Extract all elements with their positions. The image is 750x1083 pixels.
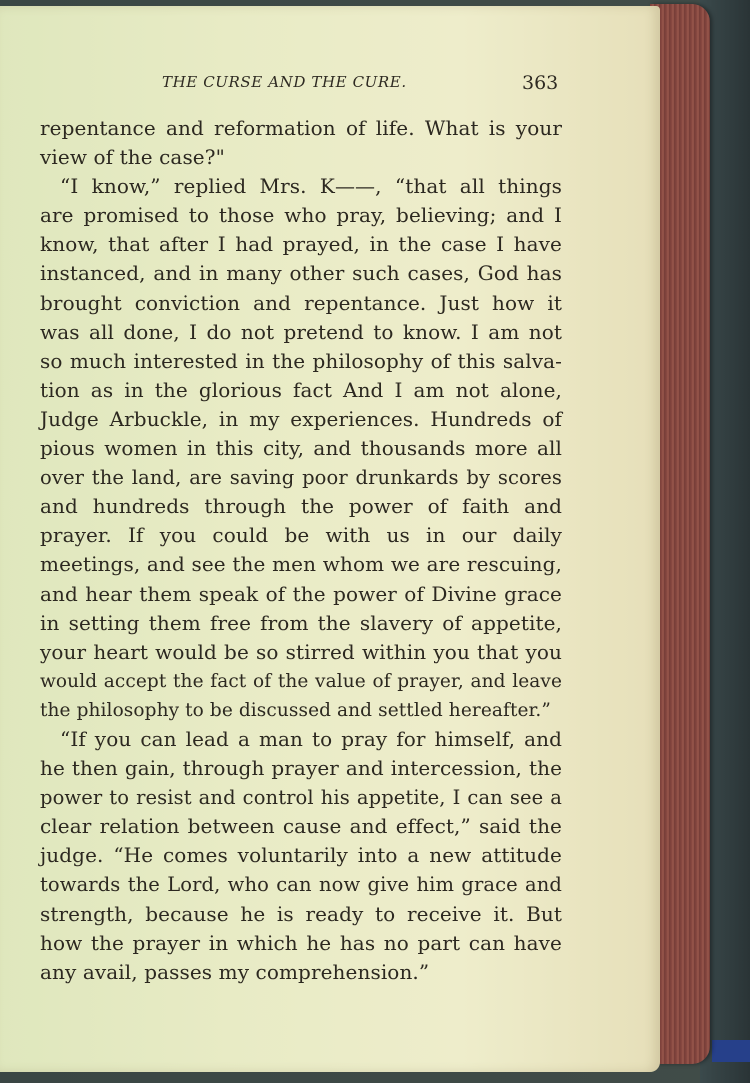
text-line: Judge Arbuckle, in my experiences. Hundreds of (40, 406, 562, 431)
text-line: so much interested in the philosophy of this salva- (40, 348, 562, 373)
text-line: tion as in the glorious fact And I am not alone, (40, 377, 562, 402)
text-line: pious women in this city, and thousands more all (40, 436, 562, 461)
text-line: meetings, and see the men whom we are rescuing, (40, 552, 562, 577)
page-number: 363 (522, 72, 559, 94)
text-line: was all done, I do not pretend to know. I am not (40, 319, 562, 344)
text-line: “I know,” replied Mrs. K——, “that all things (60, 174, 562, 199)
cover-cloth-corner (712, 1040, 750, 1062)
text-line: your heart would be so stirred within you that you (40, 639, 562, 664)
text-line: know, that after I had prayed, in the case I have (40, 232, 562, 257)
text-line: and hear them speak of the power of Divine grace (40, 581, 562, 606)
text-line: the philosophy to be discussed and settled hereafter.” (40, 699, 551, 721)
text-line: prayer. If you could be with us in our daily (40, 523, 562, 548)
text-line: he then gain, through prayer and intercession, the (40, 756, 562, 781)
text-line: towards the Lord, who can now give him grace and (40, 873, 562, 897)
text-line: any avail, passes my comprehension.” (40, 959, 430, 984)
body-text (40, 114, 562, 987)
text-line: and hundreds through the power of faith and (40, 494, 562, 519)
text-line: judge. “He comes voluntarily into a new attitude (40, 843, 562, 868)
text-line: power to resist and control his appetite, I can see a (40, 786, 562, 810)
text-line: instanced, and in many other such cases, God has (40, 261, 562, 286)
text-line: would accept the fact of the value of prayer, and leave (40, 670, 562, 692)
text-line: repentance and reformation of life. What is your (40, 116, 562, 140)
text-line: strength, because he is ready to receive it. But (40, 901, 562, 926)
text-line: how the prayer in which he has no part can have (40, 930, 562, 955)
text-line: brought conviction and repentance. Just how it (40, 290, 562, 315)
text-line: clear relation between cause and effect,” said the (40, 814, 562, 839)
text-line: are promised to those who pray, believing; and I (40, 203, 562, 228)
text-line: over the land, are saving poor drunkards by scores (40, 466, 562, 490)
text-line: “If you can lead a man to pray for himself, and (60, 726, 562, 751)
running-title: THE CURSE AND THE CURE. (162, 73, 407, 91)
text-line: in setting them free from the slavery of appetite, (40, 610, 562, 635)
text-line: view of the case?" (40, 145, 225, 170)
